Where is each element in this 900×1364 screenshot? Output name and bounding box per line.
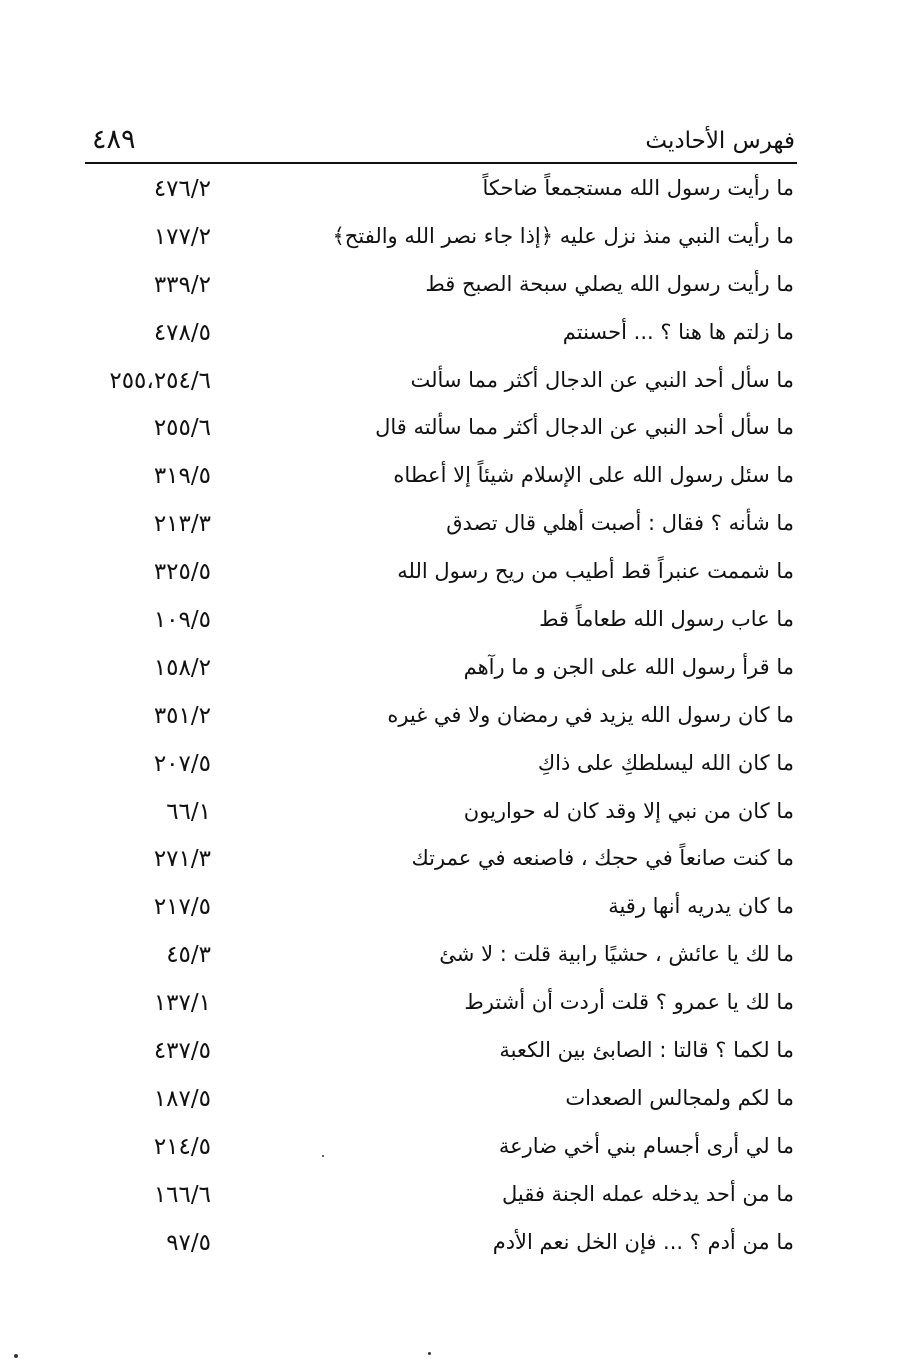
hadith-text: ما كان يدريه أنها رقية	[608, 894, 794, 919]
index-entry	[0, 172, 900, 220]
index-entry	[0, 268, 900, 316]
index-entry	[0, 795, 900, 843]
page-title: فهرس الأحاديث	[645, 128, 795, 154]
header-divider	[85, 162, 797, 164]
index-entry	[0, 364, 900, 412]
index-entry	[0, 316, 900, 364]
hadith-reference: ١٣٧/١	[153, 990, 211, 1017]
hadith-text: ما كنت صانعاً في حجك ، فاصنعه في عمرتك	[411, 846, 794, 871]
hadith-text: ما لك يا عمرو ؟ قلت أردت أن أشترط	[464, 990, 794, 1015]
hadith-text: ما زلتم ها هنا ؟ ... أحسنتم	[562, 319, 794, 344]
hadith-reference: ٦٦/١	[166, 798, 211, 825]
hadith-text: ما رأيت رسول الله مستجمعاً ضاحكاً	[482, 176, 794, 200]
page-number: ٤٨٩	[92, 124, 136, 155]
hadith-reference: ٤٣٧/٥	[153, 1038, 211, 1065]
index-entry	[0, 1178, 900, 1226]
hadith-reference: ١٨٧/٥	[153, 1085, 211, 1112]
hadith-text: ما رأيت النبي منذ نزل عليه ﴿إذا جاء نصر الله والفتح﴾	[332, 223, 794, 248]
hadith-text: ما من أحد يدخله عمله الجنة فقيل	[501, 1181, 794, 1206]
hadith-reference: ٢١٣/٣	[153, 511, 211, 538]
scan-speck	[428, 1352, 431, 1355]
index-entry	[0, 459, 900, 507]
hadith-reference: ٢٥٥،٢٥٤/٦	[109, 367, 211, 394]
hadith-text: ما لك يا عائش ، حشيًا رابية قلت : لا شئ	[439, 942, 794, 967]
hadith-reference: ٢١٤/٥	[153, 1133, 211, 1160]
index-entry	[0, 747, 900, 795]
index-entry	[0, 507, 900, 555]
index-entry	[0, 1034, 900, 1082]
hadith-text: ما لكم ولمجالس الصعدات	[565, 1085, 794, 1110]
index-entry	[0, 651, 900, 699]
hadith-reference: ٢٥٥/٦	[153, 415, 211, 442]
hadith-text: ما سئل رسول الله على الإسلام شيئاً إلا أعطاه	[393, 463, 794, 488]
hadith-text: ما سأل أحد النبي عن الدجال أكثر مما سألته قال	[375, 415, 794, 440]
hadith-reference: ٣٣٩/٢	[153, 271, 211, 298]
scan-speck	[322, 1155, 324, 1157]
index-entry	[0, 555, 900, 603]
index-entry	[0, 1226, 900, 1274]
index-entry	[0, 842, 900, 890]
hadith-reference: ٣٢٥/٥	[153, 559, 211, 586]
index-entry	[0, 986, 900, 1034]
hadith-text: ما شأنه ؟ فقال : أصبت أهلي قال تصدق	[446, 511, 794, 536]
index-entry	[0, 890, 900, 938]
hadith-reference: ٩٧/٥	[166, 1229, 211, 1256]
hadith-reference: ١٠٩/٥	[153, 607, 211, 634]
hadith-text: ما من أدم ؟ ... فإن الخل نعم الأدم	[492, 1229, 794, 1254]
hadith-text: ما رأيت رسول الله يصلي سبحة الصبح قط	[425, 271, 794, 296]
hadith-reference: ٤٧٨/٥	[153, 319, 211, 346]
hadith-reference: ٢٧١/٣	[153, 846, 211, 873]
hadith-text: ما لكما ؟ قالتا : الصابئ بين الكعبة	[499, 1038, 794, 1063]
index-entry	[0, 938, 900, 986]
scan-speck	[14, 1354, 18, 1358]
hadith-text: ما كان الله ليسلطكِ على ذاكِ	[537, 750, 794, 775]
index-entry	[0, 1082, 900, 1130]
hadith-text: ما قرأ رسول الله على الجن و ما رآهم	[463, 654, 794, 679]
hadith-reference: ٢٠٧/٥	[153, 750, 211, 777]
hadith-text: ما سأل أحد النبي عن الدجال أكثر مما سألت	[410, 367, 794, 392]
index-entry	[0, 603, 900, 651]
hadith-reference: ٣١٩/٥	[153, 463, 211, 490]
hadith-reference: ٤٧٦/٢	[153, 176, 211, 202]
hadith-reference: ١٧٧/٢	[153, 223, 211, 250]
hadith-reference: ٢١٧/٥	[153, 894, 211, 921]
hadith-index-list	[0, 172, 900, 1273]
hadith-text: ما شممت عنبراً قط أطيب من ريح رسول الله	[397, 559, 794, 584]
index-entry	[0, 1130, 900, 1178]
hadith-reference: ١٦٦/٦	[153, 1181, 211, 1208]
hadith-text: ما لي أرى أجسام بني أخي ضارعة	[498, 1133, 794, 1158]
hadith-text: ما كان من نبي إلا وقد كان له حواريون	[463, 798, 794, 823]
hadith-reference: ٣٥١/٢	[153, 702, 211, 729]
hadith-text: ما عاب رسول الله طعاماً قط	[539, 607, 794, 632]
hadith-reference: ٤٥/٣	[166, 942, 211, 969]
index-entry	[0, 699, 900, 747]
index-entry	[0, 220, 900, 268]
index-entry	[0, 411, 900, 459]
hadith-reference: ١٥٨/٢	[153, 654, 211, 681]
hadith-text: ما كان رسول الله يزيد في رمضان ولا في غيره	[387, 702, 794, 727]
